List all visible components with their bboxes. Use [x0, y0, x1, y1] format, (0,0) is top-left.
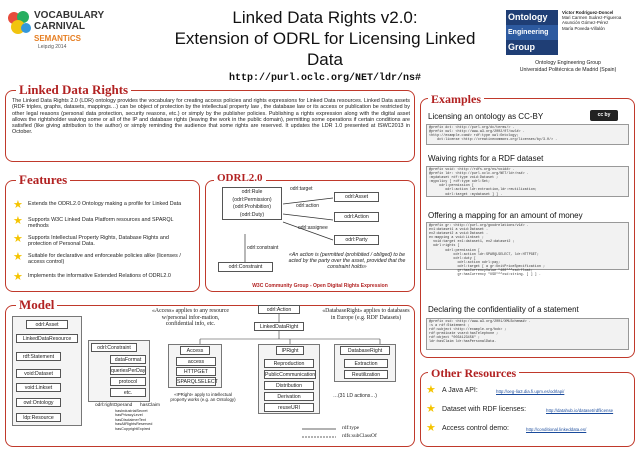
title-line2: Extension of ODRL for Licensing Linked Data	[174, 29, 476, 69]
resource-link[interactable]: http://datahub.io/dataset/rdflicense	[546, 408, 614, 413]
vc-place: Leipzig 2014	[38, 44, 67, 50]
example-3-title: Offering a mapping for an amount of money	[428, 211, 583, 220]
model-odrl-asset: odrl:Asset	[26, 320, 68, 329]
odrl-credit: W3C Community Group - Open Digital Rights Expression	[252, 283, 388, 289]
right-operand-label: odrl:rightOperand	[95, 403, 133, 408]
author-3: Asunción Gómez-Pérez	[562, 20, 609, 26]
author-1: Víctor Rodríguez-Doncel	[562, 10, 614, 15]
cc-by-badge: cc by	[590, 110, 618, 121]
star-icon: ★	[426, 384, 436, 396]
model-void-linkset: void:Linkset	[16, 383, 61, 392]
model-void-dataset: void:Dataset	[16, 369, 61, 378]
example-1-title: Licensing an ontology as CC-BY	[428, 112, 544, 121]
ip-item: PublicCommunication	[265, 372, 316, 378]
author-4: María Poveda-Villalón	[562, 25, 605, 31]
model-ldr: LinkedDataResource	[16, 334, 78, 343]
features-title: Features	[16, 172, 70, 188]
has-claim-label: hasClaim	[140, 403, 160, 408]
features-list: ★ Extends the ODRL2.0 Ontology making a profile for Linked Data ★ Supports W3C Linked Data Platform resources and SPARQL methods ★ Supports Intellectual Property Rights, Database Rights and protection of Personal Data. ★ Suitable for declarative and enforceable policies alike (licenses / access control) ★ Implements the informative Extended Relations of ODRL2.0	[13, 199, 182, 283]
resource-item	[426, 384, 631, 398]
intro-text: The Linked Data Rights 2.0 (LDR) ontology provides the vocabulary for creating access policies and rights expressions for Linked Data resources. Linked Data assets (RDF triples, graphs, datasets, mappings…) can be object of protection by the intellectual property law , the database law or its access or publication be restricted by other legal reasons (personal data protection, security reasons, etc.) or simply by the publisher policies. Publishing a rights expression along with the digital asset allows the rightsholder waiving some or all of the IP and database rights (leaving the work in the public domain), permitting some operations if certain conditions are satisfied (like giving attribution to the author) or simply reminding the audience that some rights are reserved. It updates the LDR 1.0 presented at ISWC2013 in October.	[12, 98, 410, 136]
namespace-url[interactable]: http://purl.oclc.org/NET/ldr/ns#	[228, 73, 422, 84]
db-item: Reutilization	[344, 370, 388, 379]
vc-line1: VOCABULARY	[34, 10, 105, 21]
note-ipright: «IPRight» apply to intellectual property works (e.g. an Ontology)	[170, 392, 236, 402]
access-item: access	[176, 357, 216, 366]
intro-title: Linked Data Rights	[16, 82, 131, 98]
affiliation-line2: Universidad Politécnica de Madrid (Spain)	[519, 66, 617, 73]
oeg-logo-word1: Ontology	[506, 10, 558, 25]
edge-action-label: odrl:action	[296, 203, 320, 209]
authors	[562, 10, 638, 31]
other-title: Other Resources	[428, 366, 519, 381]
star-icon: ★	[13, 251, 23, 263]
ip-item: Derivation	[264, 392, 314, 401]
ip-item: Reproduction	[264, 359, 314, 368]
ip-item: reuseURI	[264, 403, 314, 412]
model-rdf-statement: rdf:Statement	[16, 352, 61, 361]
legend-subclass: rdfs:subClassOf	[342, 433, 377, 439]
oeg-logo-word3: Group	[506, 40, 558, 55]
odrl-party-box: odrl:Party	[334, 235, 379, 245]
edge-target-label: odrl:target	[290, 186, 313, 192]
example-1-code: @prefix dct: <http://purl.org/dc/terms/> . @prefix owl: <http://www.w3.org/2002/07/owl#> . <http://example.com#> rdf:type owl:Ontology; dct:license <http://creativecommons.org/licenses/by/3.0/> .	[426, 124, 629, 145]
resource-label: Access control demo:	[442, 425, 509, 432]
resource-link[interactable]: http://oeg-lia3.dia.fi.upm.es/odrlapi/	[496, 389, 565, 394]
affiliation	[500, 60, 636, 73]
vocabulary-carnival-logo	[6, 8, 116, 58]
star-icon: ★	[426, 422, 436, 434]
model-ldp-resource: ldp:Resource	[16, 413, 61, 422]
odrl-asset-box: odrl:Asset	[334, 192, 379, 202]
note-access: «Access» applies to any resource w/personal infor-mation, confidential info, etc.	[152, 308, 229, 328]
carnival-mask-icon	[6, 10, 32, 38]
odrl-rule-box: odrl:Rule (odrl:Permission) (odrl:Prohibition) (odrl:Duty)	[222, 187, 282, 220]
star-icon: ★	[426, 403, 436, 415]
oeg-logo-word2: Engineering	[506, 25, 558, 40]
odrl-constraint-box: odrl:Constraint	[218, 262, 273, 272]
star-icon: ★	[13, 215, 23, 227]
model-owl-ontology: owl:Ontology	[16, 398, 61, 407]
access-item: SPARQLSELECT	[177, 379, 218, 385]
resource-label: Dataset with RDF licenses:	[442, 406, 527, 413]
example-3-code: @prefix gr: <http://purl.org/goodrelations/v1#> . ex1:dataset1 a void:Dataset . ex2:dataset2 a void:Dataset . ex:mapping a void:Linkset ; void:target ex1:dataset1, ex2:dataset2 ; odrl:rights [ odrl:permission [ odrl:action ldr:SPARQLSELECT, ldr:HTTPGET; odrl:duty [ odrl:action odrl:pay; odrl:target [ a gr:UnitPriceSpecification ; gr:hasCurrencyValue "400"^^xsd:float; gr:hasCurrency "USD"^^xsd:string. ] ] ] .	[426, 222, 629, 270]
star-icon: ★	[13, 233, 23, 245]
edge-constraint-label: odrl:constraint	[247, 245, 279, 251]
star-icon: ★	[13, 199, 23, 211]
access-item: HTTPGET	[176, 367, 216, 376]
resource-item	[426, 403, 631, 417]
note-dbright: «DatabaseRight» applies to databases in Europe (e.g. RDF Datasets)	[322, 308, 410, 321]
model-access: Access	[180, 346, 210, 355]
example-2-code: @prefix void: <http://rdfs.org/ns/void#> . @prefix ldr: <http://purl.oclc.org/NET/ldr/ns#> . :mydataset rdf:type void:Dataset ; :mypolicy [ rdf:type odrl:Set; odrl:permission [ odrl:action ldr:extraction,ldr:reutilization; odrl:target :mydataset ] ] .	[426, 166, 629, 197]
example-2-title: Waiving rights for a RDF dataset	[428, 154, 544, 163]
db-item: Extraction	[344, 359, 388, 368]
title-line1: Linked Data Rights v2.0:	[232, 8, 418, 27]
resource-link[interactable]: http://conditional.linkeddata.es/	[526, 427, 587, 432]
odrl-quote: «An action is (permitted /prohibited / obliged) to be acted by the party over the asset, provided that the constraint holds»	[288, 252, 406, 271]
star-icon: ★	[13, 271, 23, 283]
claims-list: hasIndustrialSecret hasPrivacyLevel hasDisclaimerText hasAllRightsReserved hasCopyrightExpired	[115, 409, 153, 431]
examples-title: Examples	[428, 92, 484, 107]
example-4-code: @prefix xsd: <http://www.w3.org/2001/XMLSchema#> . :s a rdf:Statement ; rdf:subject <http://example.org/bob> ; rdf:predicate vcard:hasTelephone ; rdf:object "0034123456" ; ldr:hasClaim ldr:hasPersonalData.	[426, 318, 629, 350]
model-linkeddataright: LinkedDataRight	[254, 322, 304, 331]
model-odrl-action: odrl:Action	[258, 305, 300, 314]
author-2: Mari Carmen Suárez-Figueroa	[562, 15, 622, 21]
odrl-action-box: odrl:Action	[334, 212, 379, 222]
vc-line2: CARNIVAL	[34, 21, 85, 32]
model-title: Model	[16, 297, 57, 313]
page-title	[165, 8, 485, 84]
model-dbright: DatabaseRight	[340, 346, 390, 355]
resource-item	[426, 422, 631, 436]
ip-item: Distribution	[264, 381, 314, 390]
resource-label: A Java API:	[442, 387, 478, 394]
vc-event: SEMANTiCS	[34, 34, 81, 43]
model-ipright: IPRight	[276, 346, 304, 355]
legend-arrows	[300, 424, 340, 442]
constraint-item: queriesPerDay	[111, 368, 146, 374]
edge-assignee-label: odrl:assignee	[298, 225, 328, 231]
oeg-logo	[506, 10, 558, 56]
constraint-item: protocol	[110, 377, 146, 386]
constraint-item: dataFormat	[110, 355, 146, 364]
legend-type: rdf:type	[342, 425, 360, 431]
odrl-title: ODRL2.0	[214, 172, 266, 184]
model-odrl-constraint: odrl:Constraint	[91, 343, 137, 352]
example-4-title: Declaring the confidentiality of a statement	[428, 305, 579, 314]
constraint-item: etc.	[110, 388, 146, 397]
affiliation-line1: Ontology Engineering Group	[535, 60, 601, 66]
more-actions: …(31 LD actions…)	[333, 393, 377, 399]
